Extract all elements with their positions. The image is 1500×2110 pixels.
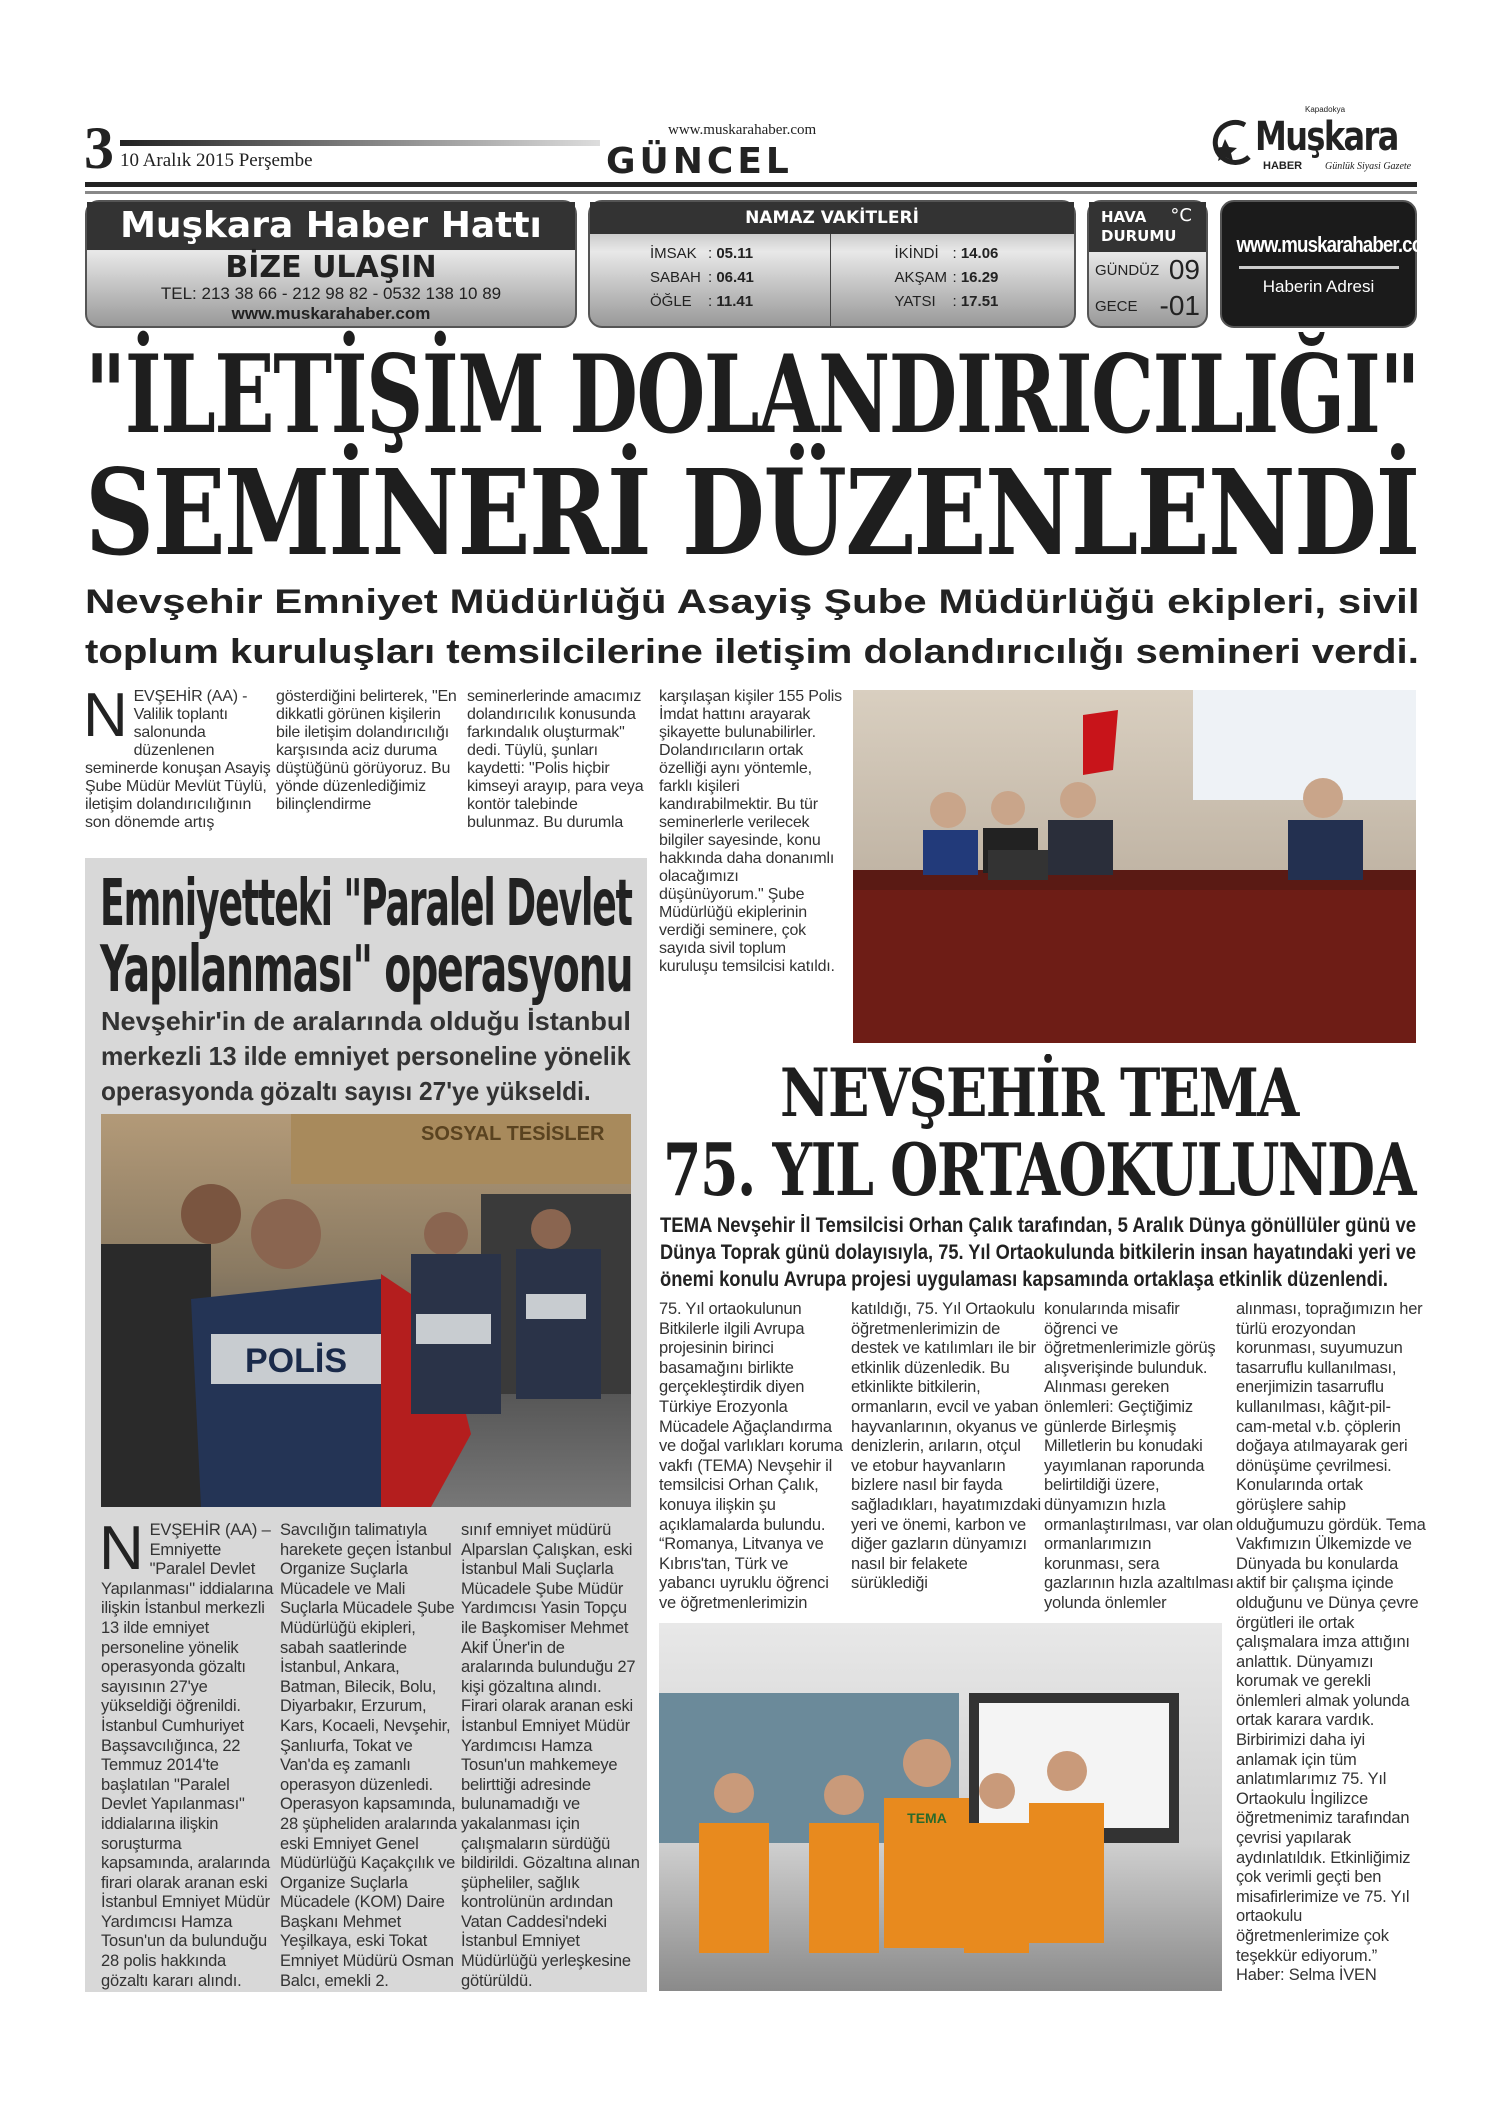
prayer-row: AKŞAM : 16.29 bbox=[894, 269, 999, 286]
weather-box bbox=[1087, 200, 1208, 328]
article1-deck-line2: toplum kuruluşları temsilcilerine iletişim dolandırıcılığı semineri verdi. bbox=[85, 633, 1419, 671]
prayer-row: SABAH : 06.41 bbox=[650, 269, 754, 286]
hotline-title: Muşkara Haber Hattı bbox=[87, 202, 575, 250]
hotline-url[interactable]: www.muskarahaber.com bbox=[231, 304, 431, 323]
tema-vest-label: TEMA bbox=[907, 1810, 947, 1826]
article3-headline-line2: 75. YIL ORTAOKULUNDA bbox=[663, 1127, 1415, 1212]
masthead-divider bbox=[85, 182, 1417, 187]
article3-deck-line: Dünya Toprak günü dolayısıyla, 75. Yıl Ortaokulunda bitkilerin insan hayatındaki yeri ve bbox=[660, 1241, 1416, 1264]
article3-column: alınması, toprağımızın her türlü erozyondan korunması, suyumuzun tasarruflu kullanılması, enerjimizin tasarruflu kullanılması, kâğıt-pil-cam-metal v.b. çöplerin doğaya atılmayarak geri dönüşüme çevrilmesi. Konularında ortak görüşlere sahip olduğumuzu gördük. Tema Vakfımızın Ülkemizde ve Dünyada bu konularda aktif bir çalışma içinde olduğunu ve Dünya çevre örgütleri ile ortak çalışmalara imza attığını anlattık. Dünyamızı korumak ve gerekli önlemleri almak yolunda ortak karara vardık. Birbirimizi daha iyi anlamak için tüm anlatımlarımız 75. Yıl Ortaokulu İngilizce öğretmenimiz tarafından çevrisi yapılarak aydınlatıldık. Etkinliğimiz çok verimli geçti ben misafirlerimize ve 75. Yıl ortaokulu öğretmenlerimize çok teşekkür ediyorum.” Haber: Selma İVEN bbox=[1236, 1300, 1426, 1985]
prayer-times-left bbox=[590, 234, 830, 326]
article1-headline-line2: SEMİNERİ DÜZENLENDİ bbox=[85, 443, 1419, 582]
tema-school-photo bbox=[659, 1623, 1222, 1991]
article2-headline-line2: Yapılanması" operasyonu bbox=[100, 933, 633, 1007]
photo-sign: SOSYAL TESİSLER bbox=[421, 1123, 605, 1145]
article1-deck-line1: Nevşehir Emniyet Müdürlüğü Asayiş Şube Müdürlüğü ekipleri, sivil bbox=[85, 583, 1420, 621]
weather-unit: °C bbox=[1170, 205, 1192, 226]
weather-day: GÜNDÜZ 09 bbox=[1095, 254, 1200, 285]
masthead-divider-thin bbox=[85, 191, 1417, 194]
weather-night: GECE -01 bbox=[1095, 290, 1200, 321]
divider bbox=[1239, 266, 1399, 269]
logo-sub: HABER bbox=[1263, 160, 1303, 172]
newspaper-logo bbox=[1205, 105, 1420, 175]
website-box[interactable] bbox=[1220, 200, 1439, 328]
issue-date: 10 Aralık 2015 Perşembe bbox=[120, 150, 313, 171]
prayer-row: İKİNDİ : 14.06 bbox=[894, 245, 999, 262]
seminar-photo bbox=[853, 690, 1416, 1043]
logo-name: Muşkara bbox=[1255, 114, 1398, 160]
logo-emblem-icon bbox=[1205, 117, 1255, 167]
article2-column: Savcılığın talimatıyla harekete geçen İstanbul Organize Suçlarla Mücadele ve Mali Suçlarla Mücadele Şube Müdürlüğü ekipleri, sabah saatlerinde İstanbul, Ankara, Batman, Bilecik, Bolu, Diyarbakır, Erzurum, Kars, Kocaeli, Nevşehir, Şanlıurfa, Tokat ve Van'da eş zamanlı operasyon düzenledi. Operasyon kapsamında, 28 şüpheliden aralarında eski Emniyet Genel Müdürlüğü Kaçakçılık ve Organize Suçlarla Mücadele (KOM) Daire Başkanı Mehmet Yeşilkaya, eski Tokat Emniyet Müdürü Osman Balcı, emekli 2. bbox=[280, 1521, 457, 1990]
prayer-row: ÖĞLE : 11.41 bbox=[650, 293, 754, 310]
police-photo-illustration bbox=[101, 1114, 631, 1507]
prayer-row: YATSI : 17.51 bbox=[894, 293, 999, 310]
article3-column: katıldığı, 75. Yıl Ortaokulu öğretmenlerimizin de destek ve katılımları ile bir etkinlik düzenledik. Bu etkinlikte bitkilerin, ormanların, evcil ve yaban hayvanlarının, okyanus ve denizlerin, arıların, otçul ve etobur hayvanların bizlere nasıl bir fayda sağladıkları, hayatımızdaki yeri ve önemi, karbon ve diğer gazların dünyamızı nasıl bir felakete sürüklediği bbox=[851, 1300, 1041, 1593]
tema-photo-illustration bbox=[659, 1623, 1222, 1991]
article1-column: gösterdiğini belirterek, "En dikkatli görünen kişilerin bile iletişim dolandırıcılığı karşısında aciz duruma düştüğünü görüyoruz. Bu yönde düzenlediğimiz bilinçlendirme bbox=[276, 688, 457, 813]
article1-column: seminerlerinde amacımız dolandırıcılık konusunda farkındalık oluşturmak" dedi. Tüylü, şunları kaydetti: "Polis hiçbir kimseyi arayıp, para veya kontör talebinde bulunmaz. Bu durumla bbox=[467, 688, 644, 831]
prayer-times-right bbox=[830, 234, 1075, 326]
article2-deck-line: Nevşehir'in de aralarında olduğu İstanbul bbox=[101, 1006, 631, 1036]
article3-deck-line: TEMA Nevşehir İl Temsilcisi Orhan Çalık tarafından, 5 Aralık Dünya gönüllüler günü ve bbox=[660, 1214, 1417, 1237]
article3-headline-line1: NEVŞEHİR TEMA bbox=[780, 1054, 1298, 1132]
website-tagline: Haberin Adresi bbox=[1262, 277, 1375, 296]
dropcap: N bbox=[99, 1514, 144, 1583]
page-number: 3 bbox=[84, 115, 114, 181]
article3-column: konularında misafir öğrenci ve öğretmenlerimizle görüş alışverişinde bulunduk. Alınması gereken önlemleri: Geçtiğimiz günlerde Birleşmiş Milletlerin bu konudaki yayımlanan raporunda belirtildiği üzere, dünyamızın hızla ormanlaştırılması, var olan ormanlarımızın korunması, sera gazlarının hızla azaltılması yolunda önlemler bbox=[1044, 1300, 1234, 1612]
logo-region: Kapadokya bbox=[1305, 105, 1346, 114]
dropcap: N bbox=[83, 681, 128, 750]
prayer-times-title: NAMAZ VAKİTLERİ bbox=[590, 202, 1074, 234]
article2-headline-line1: Emniyetteki "Paralel Devlet bbox=[100, 867, 632, 941]
seminar-photo-illustration bbox=[853, 690, 1416, 1043]
article3-column: 75. Yıl ortaokulunun Bitkilerle ilgili Avrupa projesinin birinci basamağını birlikte gerçekleştirdik diyen Türkiye Erozyonla Mücadele Ağaçlandırma ve doğal varlıkları koruma vakfı (TEMA) Nevşehir il temsilcisi Orhan Çalık, konuya ilişkin şu açıklamalarda bulundu. “Romanya, Litvanya ve Kıbrıs'tan, Türk ve yabancı uyruklu öğrenci ve öğretmenlerimizin bbox=[659, 1300, 843, 1612]
hotline-box bbox=[85, 200, 577, 328]
article3-deck-line: önemi konulu Avrupa projesi uygulaması kapsamında ortaklaşa etkinlik düzenlendi. bbox=[660, 1268, 1389, 1291]
article1-column: NEVŞEHİR (AA) - Valilik toplantı salonunda düzenlenen seminerde konuşan Asayiş Şube Müdür Mevlüt Tüylü, iletişim dolandırıcılığının son dönemde artış bbox=[83, 681, 271, 831]
article2-column: NEVŞEHİR (AA) – Emniyette "Paralel Devlet Yapılanması" iddialarına ilişkin İstanbul merkezli 13 ilde emniyet personeline yönelik operasyonda gözaltı sayısının 27'ye yükseldiği öğrenildi. İstanbul Cumhuriyet Başsavcılığınca, 22 Temmuz 2014'te başlatılan "Paralel Devlet Yapılanması" iddialarına ilişkin soruşturma kapsamında, aralarında firari olarak aranan eski İstanbul Emniyet Müdür Yardımcısı Hamza Tosun'un da bulunduğu 28 polis hakkında gözaltı kararı alındı. bbox=[99, 1514, 274, 1990]
logo-tagline: Günlük Siyasi Gazete bbox=[1325, 161, 1412, 172]
header-rule bbox=[120, 140, 600, 146]
article1-headline-line1: "İLETİŞİM DOLANDIRICILIĞI" bbox=[85, 332, 1420, 458]
article1-column: karşılaşan kişiler 155 Polis İmdat hattını arayarak şikayette bulunabilirler. Dolandırıcıların ortak özelliği aynı yöntemle, farklı kişileri kandırabilmektir. Bu tür seminerlerle verilecek bilgiler sayesinde, konu hakkında daha donanımlı olacağımızı düşünüyorum." Şube Müdürlüğü ekiplerinin verdiği seminere, çok sayıda sivil toplum kuruluşu temsilcisi katıldı. bbox=[659, 688, 842, 975]
article2-column: sınıf emniyet müdürü Alparslan Çalışkan, eski İstanbul Mali Suçlarla Mücadele Şube Müdür Yardımcısı Yasin Topçu ile Başkomiser Mehmet Akif Üner'in de aralarında bulunduğu 27 kişi gözaltına alındı. Firari olarak aranan eski İstanbul Emniyet Müdür Yardımcısı Hamza Tosun'un mahkemeye belirttiği adresinde bulunamadığı ve yakalanması için çalışmaların sürdüğü bildirildi. Gözaltına alınan şüpheliler, sağlık kontrolünün ardından Vatan Caddesi'ndeki İstanbul Emniyet Müdürlüğü yerleşkesine götürüldü. bbox=[461, 1521, 640, 1990]
prayer-times-box bbox=[588, 200, 1076, 328]
article2-deck-line: merkezli 13 ilde emniyet personeline yönelik bbox=[101, 1041, 631, 1071]
police-photo bbox=[101, 1114, 631, 1507]
weather-title: HAVA DURUMU °C bbox=[1089, 202, 1206, 252]
hotline-phones: TEL: 213 38 66 - 212 98 82 - 0532 138 10 89 bbox=[160, 284, 502, 303]
section-title: GÜNCEL bbox=[606, 141, 793, 182]
article2-deck-line: operasyonda gözaltı sayısı 27'ye yükseldi. bbox=[101, 1076, 591, 1106]
website-url[interactable]: www.muskarahaber.com bbox=[1236, 232, 1439, 257]
vest-label: POLİS bbox=[244, 1342, 348, 1380]
prayer-row: İMSAK : 05.11 bbox=[650, 245, 754, 262]
hotline-subtitle: BİZE ULAŞIN bbox=[225, 250, 437, 285]
section-url[interactable]: www.muskarahaber.com bbox=[668, 122, 817, 138]
